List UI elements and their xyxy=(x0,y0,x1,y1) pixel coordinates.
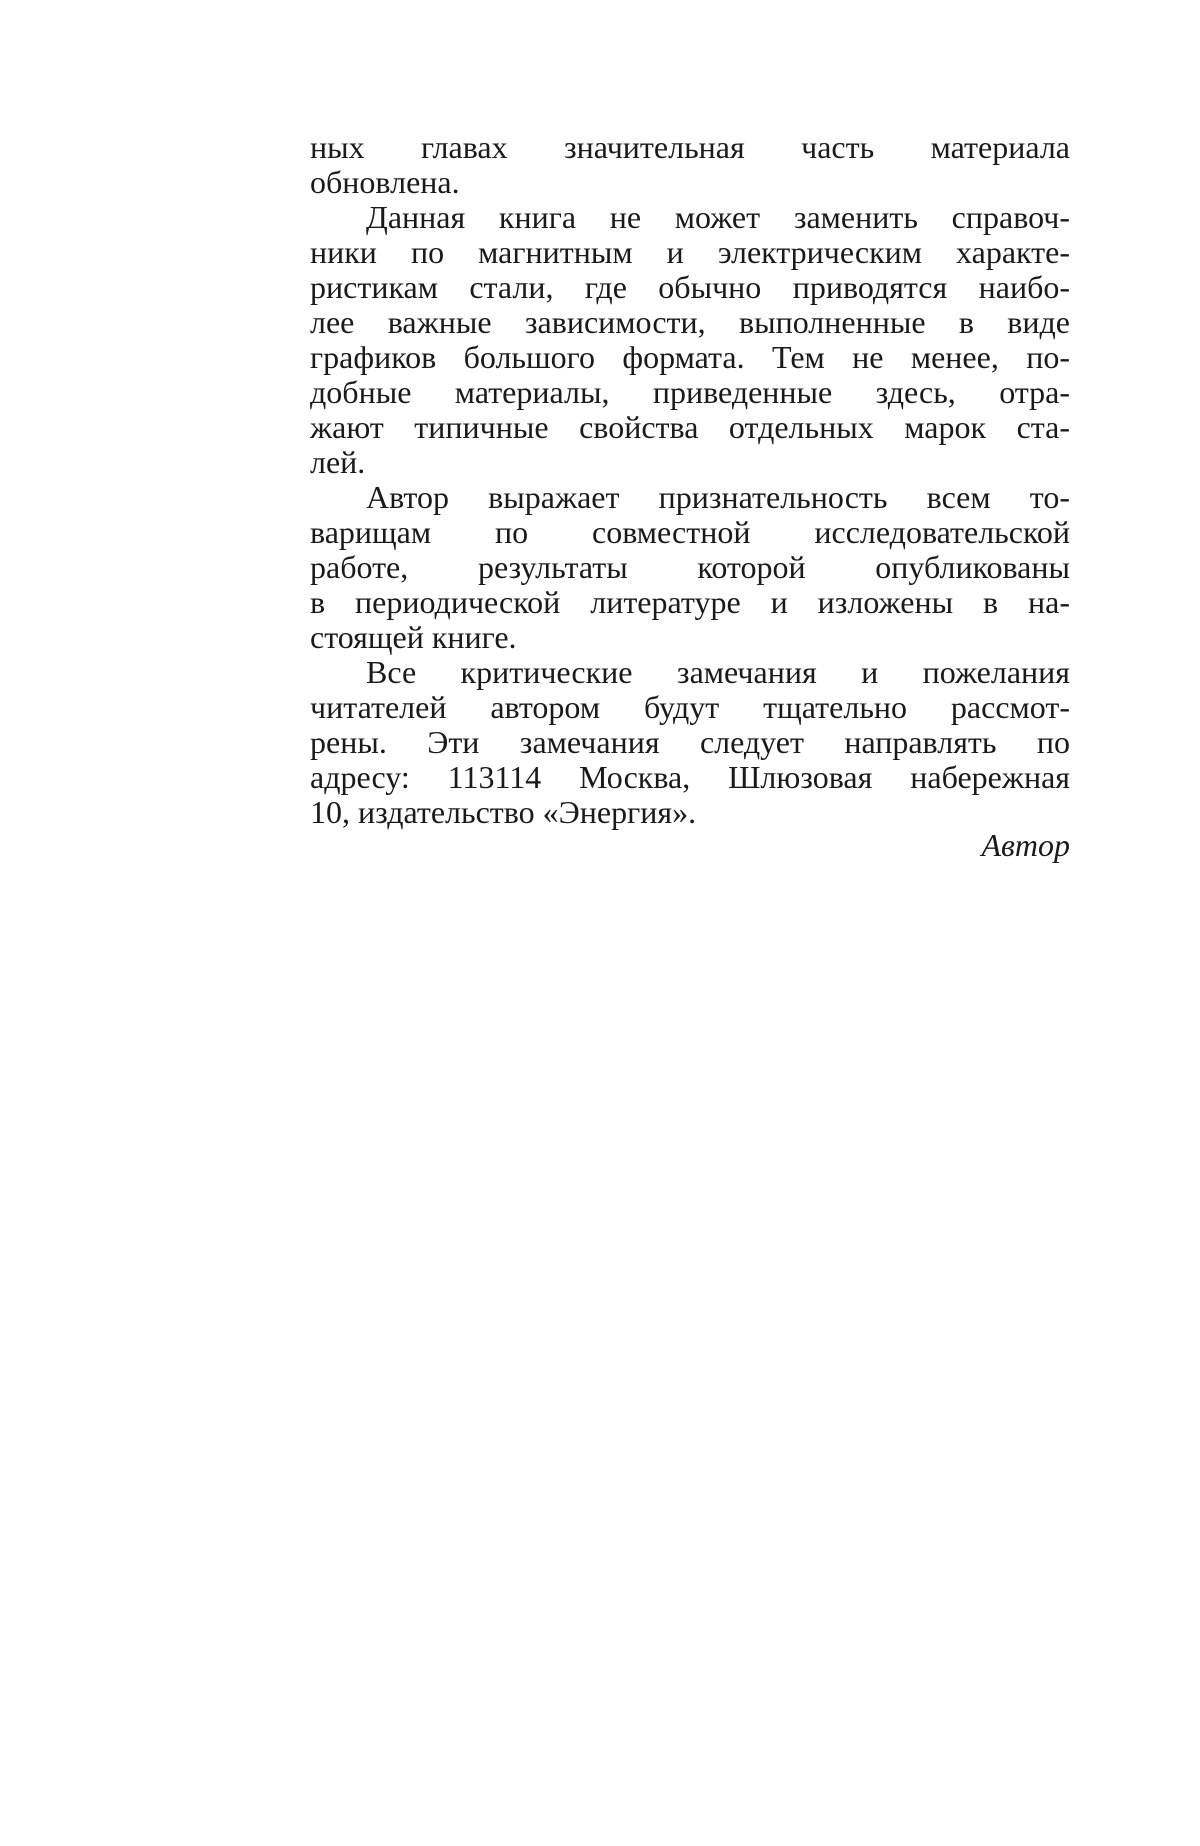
text-line: лей. xyxy=(310,444,366,480)
text-line: в периодической литературе и изложены в на- xyxy=(310,584,1070,620)
text-line: рены. Эти замечания следует направлять по xyxy=(310,724,1070,760)
text-line: обновлена. xyxy=(310,164,460,200)
text-line: ных главах значительная часть материала xyxy=(310,129,1070,165)
text-line: адресу: 113114 Москва, Шлюзовая набережная xyxy=(310,759,1070,795)
text-line: 10, издательство «Энергия». xyxy=(310,794,697,830)
author-signature: Автор xyxy=(981,827,1070,863)
text-line: лее важные зависимости, выполненные в виде xyxy=(310,304,1070,340)
text-line: читателей автором будут тщательно рассмот- xyxy=(310,689,1070,725)
text-line: ристикам стали, где обычно приводятся наибо- xyxy=(310,269,1070,305)
preface-text xyxy=(310,130,1070,830)
text-line: варищам по совместной исследовательской xyxy=(310,514,1070,550)
text-line: стоящей книге. xyxy=(310,619,517,655)
text-line: Данная книга не может заменить справоч- xyxy=(366,199,1070,235)
text-line: Автор выражает признательность всем то- xyxy=(366,479,1070,515)
text-line: графиков большого формата. Тем не менее, по- xyxy=(310,339,1070,375)
text-line: жают типичные свойства отдельных марок ста- xyxy=(310,409,1070,445)
text-line: добные материалы, приведенные здесь, отра- xyxy=(310,374,1070,410)
text-line: Все критические замечания и пожелания xyxy=(366,654,1070,690)
text-line: ники по магнитным и электрическим характе- xyxy=(310,234,1070,270)
text-line: работе, результаты которой опубликованы xyxy=(310,549,1070,585)
